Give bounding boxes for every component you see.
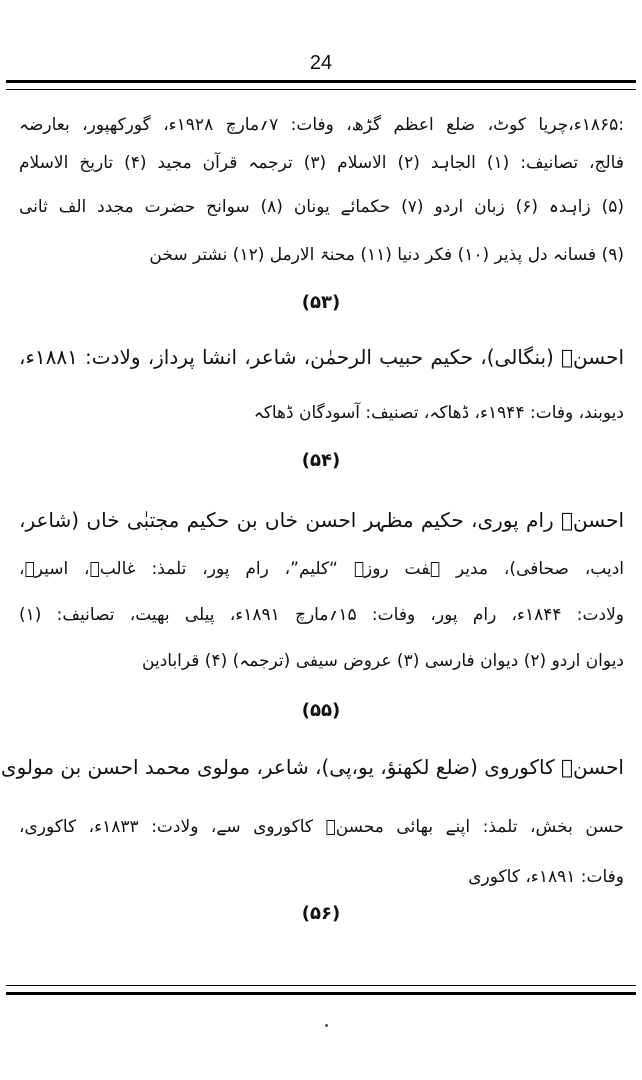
footer-rule-top (6, 985, 636, 986)
entry-number-55-marker: (۵۴) (301, 450, 341, 471)
entry-56-line-3: وفات: ۱۸۹۱ء، کاکوری (468, 867, 624, 887)
entry-55-line-4: دیوان اردو (۲) دیوان فارسی (۳) عروض سیفی (ترجمہ) (۴) قرابادین (142, 651, 624, 671)
entry-55-line-2: ادیب، صحافی)، مدیر ہفت روزہ “کلیم”، رام پور، تلمذ: غالبؔ، اسیرؔ، (19, 559, 624, 579)
entry-53-line-1: :۱۸۶۵ء،چریا کوٹ، ضلع اعظم گڑھ، وفات: ۷؍مارچ ۱۹۲۸ء، گورکھپور، بعارضہ (19, 115, 624, 135)
entry-number-56: (۵۶) (301, 903, 341, 924)
entry-53-line-4: (۹) فسانہ دل پذیر (۱۰) فکر دنیا (۱۱) محنۃ الارمل (۱۲) نشتر سخن (149, 245, 624, 265)
entry-54-line-2: دیوبند، وفات: ۱۹۴۴ء، ڈھاکہ، تصنیف: آسودگان ڈھاکہ (253, 403, 624, 423)
entry-number-53: (۵۳) (301, 292, 341, 313)
footer-rule-bottom (6, 992, 636, 995)
entry-54-line-1: احسنؔ (بنگالی)، حکیم حبیب الرحمٰن، شاعر، انشا پرداز، ولادت: ۱۸۸۱ء، (19, 345, 624, 369)
entry-number-55: (۵۵) (301, 700, 341, 721)
entry-55-line-3: ولادت: ۱۸۴۴ء، رام پور، وفات: ۱۵؍مارچ ۱۸۹۱ء، پیلی بھیت، تصانیف: (۱) (19, 605, 625, 625)
header-rule-top (6, 80, 636, 83)
scan-speck (325, 1024, 328, 1027)
entry-53-line-2: فالج، تصانیف: (۱) الجاہد (۲) الاسلام (۳) ترجمہ قرآن مجید (۴) تاریخ الاسلام (19, 153, 624, 173)
header-rule-bottom (6, 89, 636, 90)
entry-55-line-1: احسنؔ رام پوری، حکیم مظہر احسن خاں بن حکیم مجتبٰی خاں (شاعر، (19, 508, 624, 532)
entry-53-line-3: (۵) زاہدہ (۶) زبان اردو (۷) حکمائے یونان (۸) سوانح حضرت مجدد الف ثانی (19, 197, 625, 217)
entry-56-line-1: احسنؔ کاکوروی (ضلع لکھنؤ، یو،پی)، شاعر، مولوی محمد احسن بن مولوی (0, 755, 624, 779)
page-number: 24 (309, 52, 333, 74)
entry-56-line-2: حسن بخش، تلمذ: اپنے بھائی محسنؔ کاکوروی سے، ولادت: ۱۸۳۳ء، کاکوری، (19, 817, 624, 837)
